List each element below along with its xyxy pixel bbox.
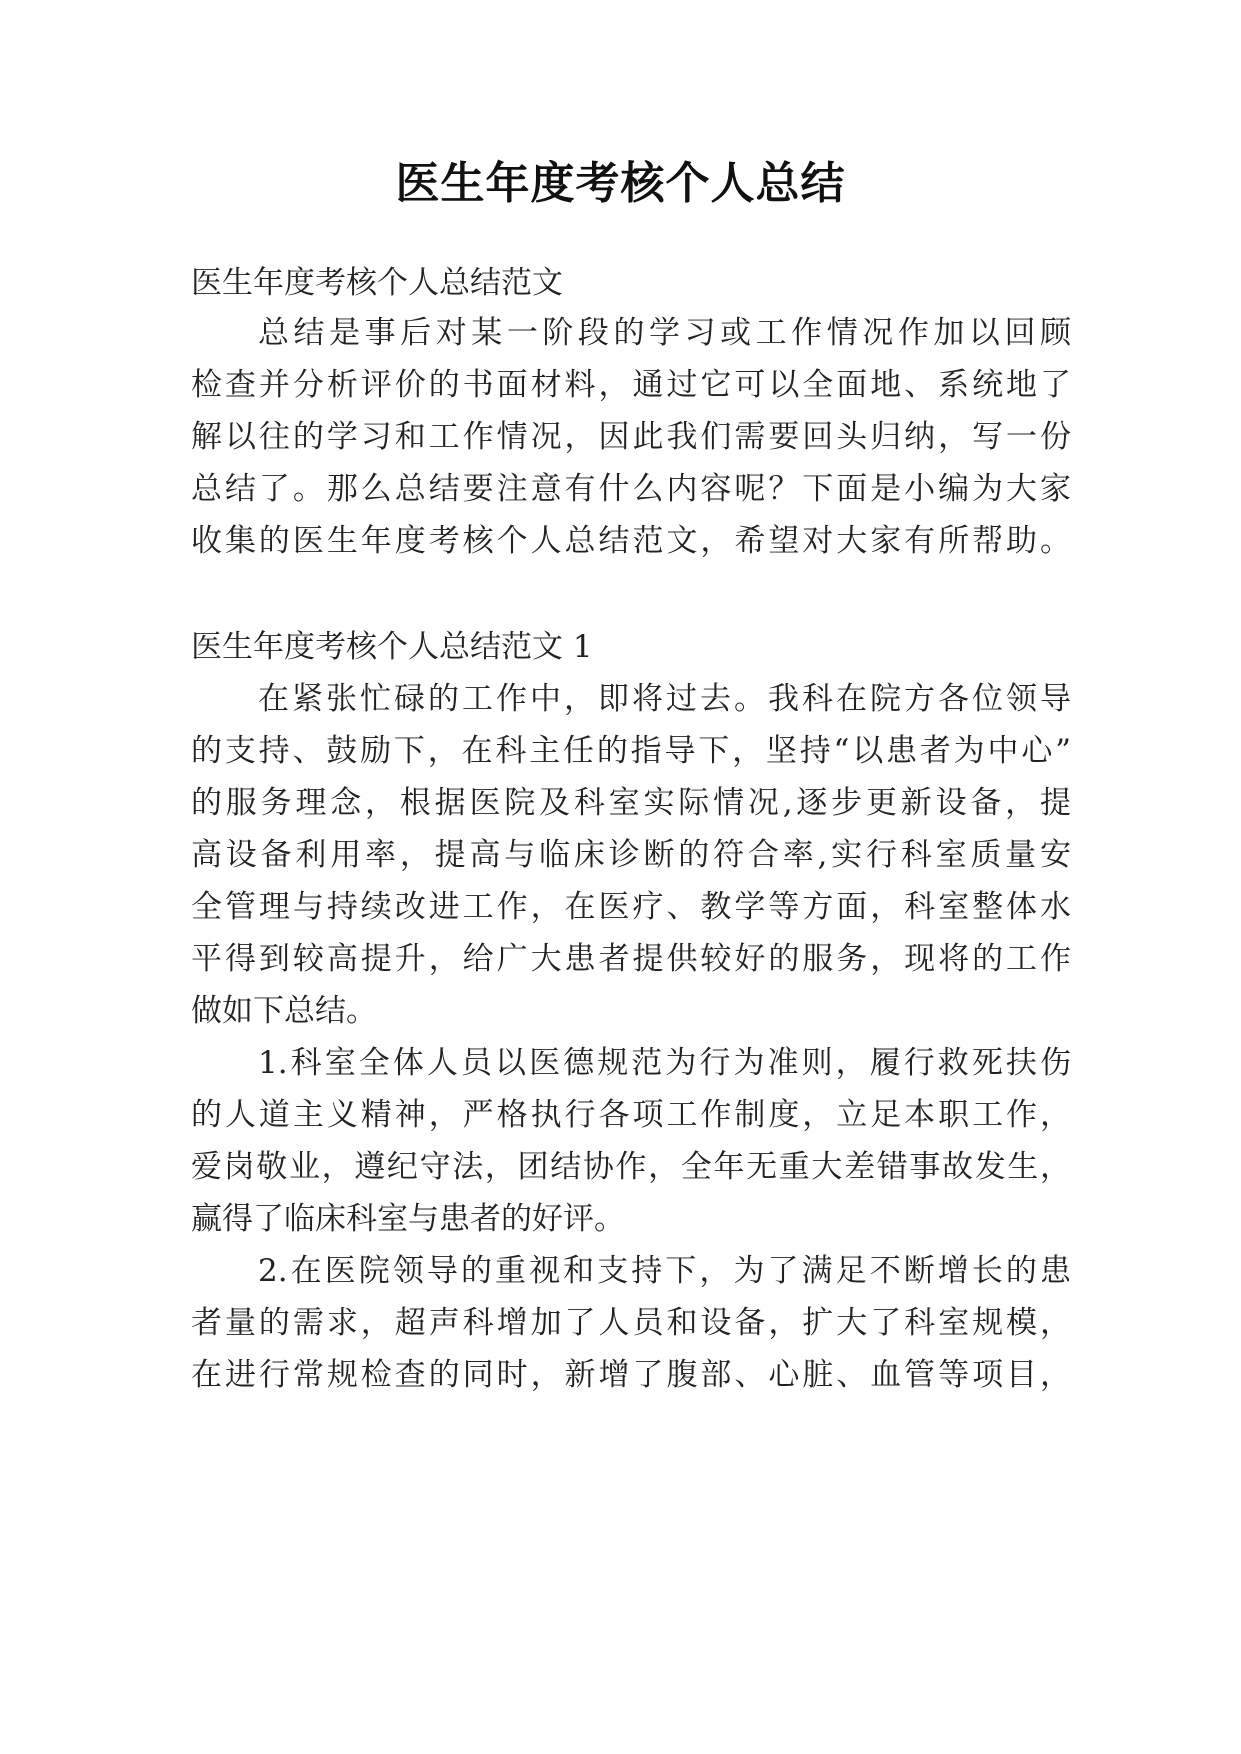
paragraph-line: 检查并分析评价的书面材料，通过它可以全面地、系统地了 [191,367,1071,403]
paragraph-line: 在紧张忙碌的工作中，即将过去。我科在院方各位领导 [258,681,1071,717]
paragraph-line: 总结是事后对某一阶段的学习或工作情况作加以回顾 [258,315,1071,351]
paragraph-line: 赢得了临床科室与患者的好评。 [191,1201,625,1237]
paragraph-line: 收集的医生年度考核个人总结范文，希望对大家有所帮助。 [191,523,1071,559]
paragraph-line: 平得到较高提升，给广大患者提供较好的服务，现将的工作 [191,941,1071,977]
section-subtitle: 医生年度考核个人总结范文 [191,265,563,301]
paragraph-line: 者量的需求，超声科增加了人员和设备，扩大了科室规模， [191,1305,1071,1341]
paragraph-line: 解以往的学习和工作情况，因此我们需要回头归纳，写一份 [191,419,1071,455]
paragraph-line: 总结了。那么总结要注意有什么内容呢？下面是小编为大家 [191,471,1071,507]
paragraph-line: 高设备利用率，提高与临床诊断的符合率,实行科室质量安 [191,837,1071,873]
paragraph-line: 1.科室全体人员以医德规范为行为准则，履行救死扶伤 [258,1045,1071,1081]
paragraph-line: 全管理与持续改进工作，在医疗、教学等方面，科室整体水 [191,889,1071,925]
paragraph-line: 做如下总结。 [191,993,377,1029]
paragraph-line: 的支持、鼓励下，在科主任的指导下，坚持“以患者为中心” [191,733,1071,769]
paragraph-line: 2.在医院领导的重视和支持下，为了满足不断增长的患 [258,1253,1071,1289]
paragraph-line: 爱岗敬业，遵纪守法，团结协作，全年无重大差错事故发生， [191,1149,1071,1185]
page-title: 医生年度考核个人总结 [395,158,846,209]
paragraph-line: 在进行常规检查的同时，新增了腹部、心脏、血管等项目， [191,1357,1071,1393]
paragraph-line: 的人道主义精神，严格执行各项工作制度，立足本职工作， [191,1097,1071,1133]
paragraph-line: 的服务理念，根据医院及科室实际情况,逐步更新设备，提 [191,785,1071,821]
section-subtitle: 医生年度考核个人总结范文 1 [191,629,593,665]
